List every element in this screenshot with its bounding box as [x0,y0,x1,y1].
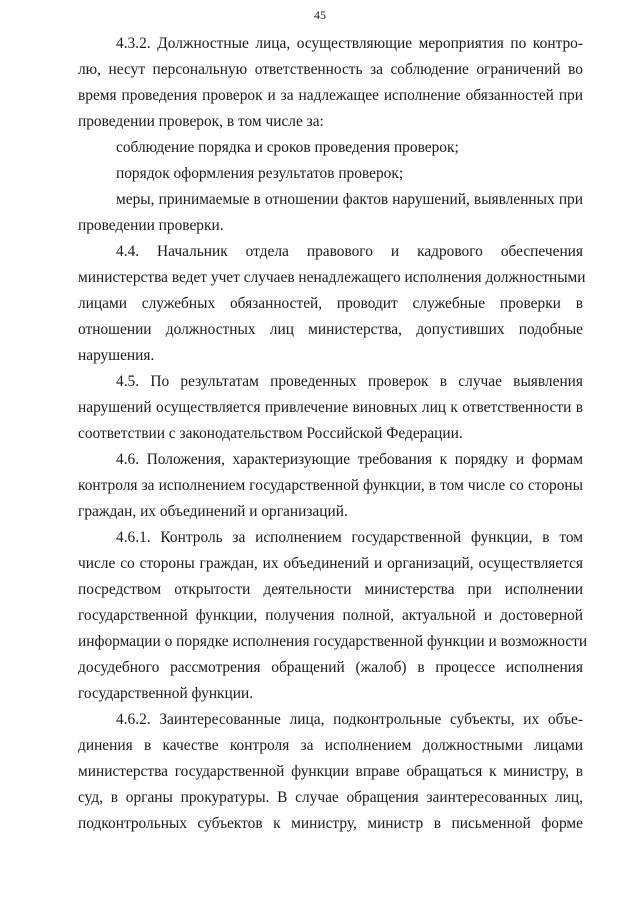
text-line: соблюдение порядка и сроков проведения проверок; [116,139,459,156]
text-line: проведении проверки. [78,217,224,234]
text-line: динения в качестве контроля за исполнением должностными лицами [78,737,583,754]
text-line: посредством открытости деятельности министерства при исполнении [78,581,583,598]
text-line: суд, в органы прокуратуры. В случае обращения заинтересованных лиц, [78,789,583,806]
text-line: меры, принимаемые в отношении фактов нарушений, выявленных при [116,191,583,208]
paragraph [78,187,583,239]
text-line: 4.6.2. Заинтересованные лица, подконтрольные субъекты, их объе- [116,711,583,728]
text-line: проведении проверок, в том числе за: [78,113,324,130]
page-number: 45 [314,8,326,22]
paragraph [78,31,583,135]
text-line: 4.6.1. Контроль за исполнением государственной функции, в том [116,529,583,546]
text-line: 4.6. Положения, характеризующие требования к порядку и формам [116,451,583,468]
paragraph [78,447,583,525]
document-body [78,31,588,837]
paragraph [78,525,588,707]
text-line: министерства государственной функции вправе обращаться к министру, в [78,763,583,780]
text-line: числе со стороны граждан, их объединений и организаций, осуществляется [78,555,583,572]
paragraph [78,135,583,161]
paragraph [78,369,583,447]
text-line: министерства ведет учет случаев ненадлежащего исполнения должностными [78,269,586,286]
text-line: государственной функции. [78,685,254,702]
text-line: 4.5. По результатам проведенных проверок в случае выявления [116,373,583,390]
text-line: досудебного рассмотрения обращений (жалоб) в процессе исполнения [78,659,583,676]
text-line: 4.3.2. Должностные лица, осуществляющие мероприятия по контро- [116,35,583,52]
text-line: граждан, их объединений и организаций. [78,503,348,520]
text-line: отношении должностных лиц министерства, допустивших подобные [78,321,583,338]
text-line: нарушения. [78,347,155,364]
text-line: лю, несут персональную ответственность за соблюдение ограничений во [78,61,583,78]
text-line: порядок оформления результатов проверок; [116,165,404,182]
text-line: подконтрольных субъектов к министру, министр в письменной форме [78,815,583,832]
text-line: нарушений осуществляется привлечение виновных лиц к ответственности в [78,399,583,416]
text-line: соответствии с законодательством Российской Федерации. [78,425,463,442]
text-line: время проведения проверок и за надлежащее исполнение обязанностей при [78,87,583,104]
text-line: 4.4. Начальник отдела правового и кадрового обеспечения [116,243,583,260]
paragraph [78,161,583,187]
text-line: информации о порядке исполнения государственной функции и возможности [78,633,588,650]
paragraph [78,239,586,369]
text-line: государственной функции, получения полной, актуальной и достоверной [78,607,583,624]
text-line: контроля за исполнением государственной функции, в том числе со стороны [78,477,583,494]
paragraph [78,707,583,837]
text-line: лицами служебных обязанностей, проводит служебные проверки в [78,295,583,312]
